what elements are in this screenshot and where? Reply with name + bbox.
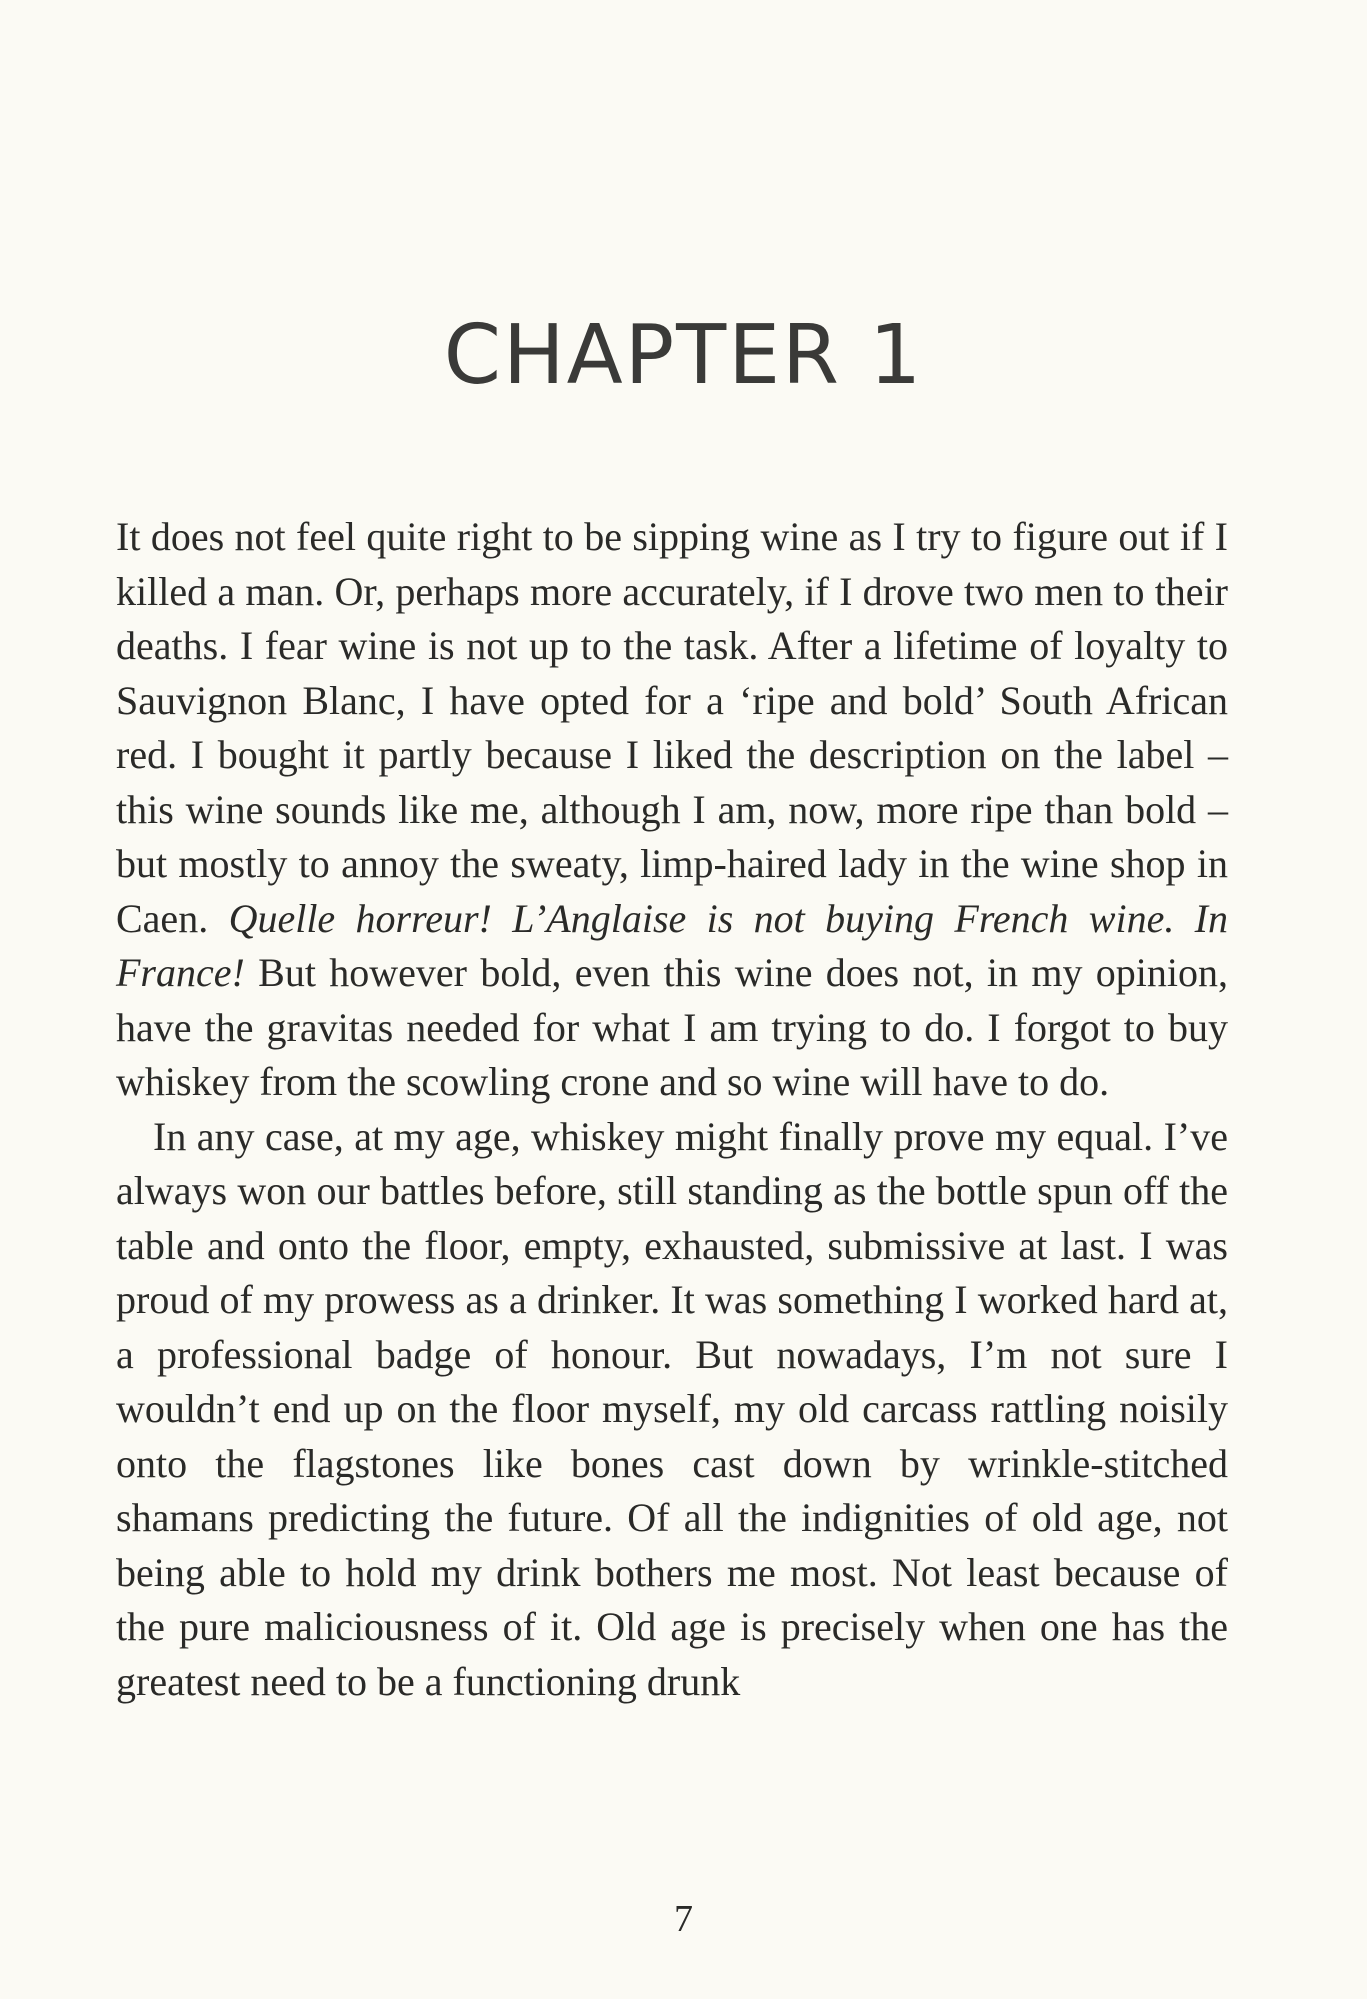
paragraph-1-italic: Quelle horreur! L’Anglaise is not buying French wine. In France! [116, 895, 1229, 995]
paragraph-1-text-a: It does not feel quite right to be sipping wine as I try to figure out if I killed a man. Or, perhaps more accurately, if I drove two men to their deaths. I fear wine is not up to the task. After a lifetime of loyalty to Sauvignon Blanc, I have opted for a ‘ripe and bold’ South African red. I bought it partly because I liked the description on the label – this wine sounds like me, although I am, now, more ripe than bold – but mostly to annoy the sweaty, limp-haired lady in the wine shop in Caen. [116, 514, 1228, 941]
body-text [116, 510, 1228, 1709]
paragraph-1-text-b: But however bold, even this wine does not, in my opinion, have the gravitas needed for what I am trying to do. I forgot to buy whiskey from the scowling crone and so wine will have to do. [116, 950, 1228, 1104]
paragraph-2: In any case, at my age, whiskey might finally prove my equal. I’ve always won our battles before, still standing as the bottle spun off the table and onto the floor, empty, exhausted, submissive at last. I was proud of my prowess as a drinker. It was something I worked hard at, a professional badge of honour. But nowadays, I’m not sure I wouldn’t end up on the floor myself, my old carcass rattling noisily onto the flagstones like bones cast down by wrinkle-stitched shamans predicting the future. Of all the indignities of old age, not being able to hold my drink bothers me most. Not least because of the pure maliciousness of it. Old age is precisely when one has the greatest need to be a functioning drunk [116, 1113, 1228, 1704]
page-number: 7 [674, 1898, 693, 1940]
chapter-title: CHAPTER 1 [443, 308, 924, 403]
paragraph-1 [116, 510, 1228, 1110]
